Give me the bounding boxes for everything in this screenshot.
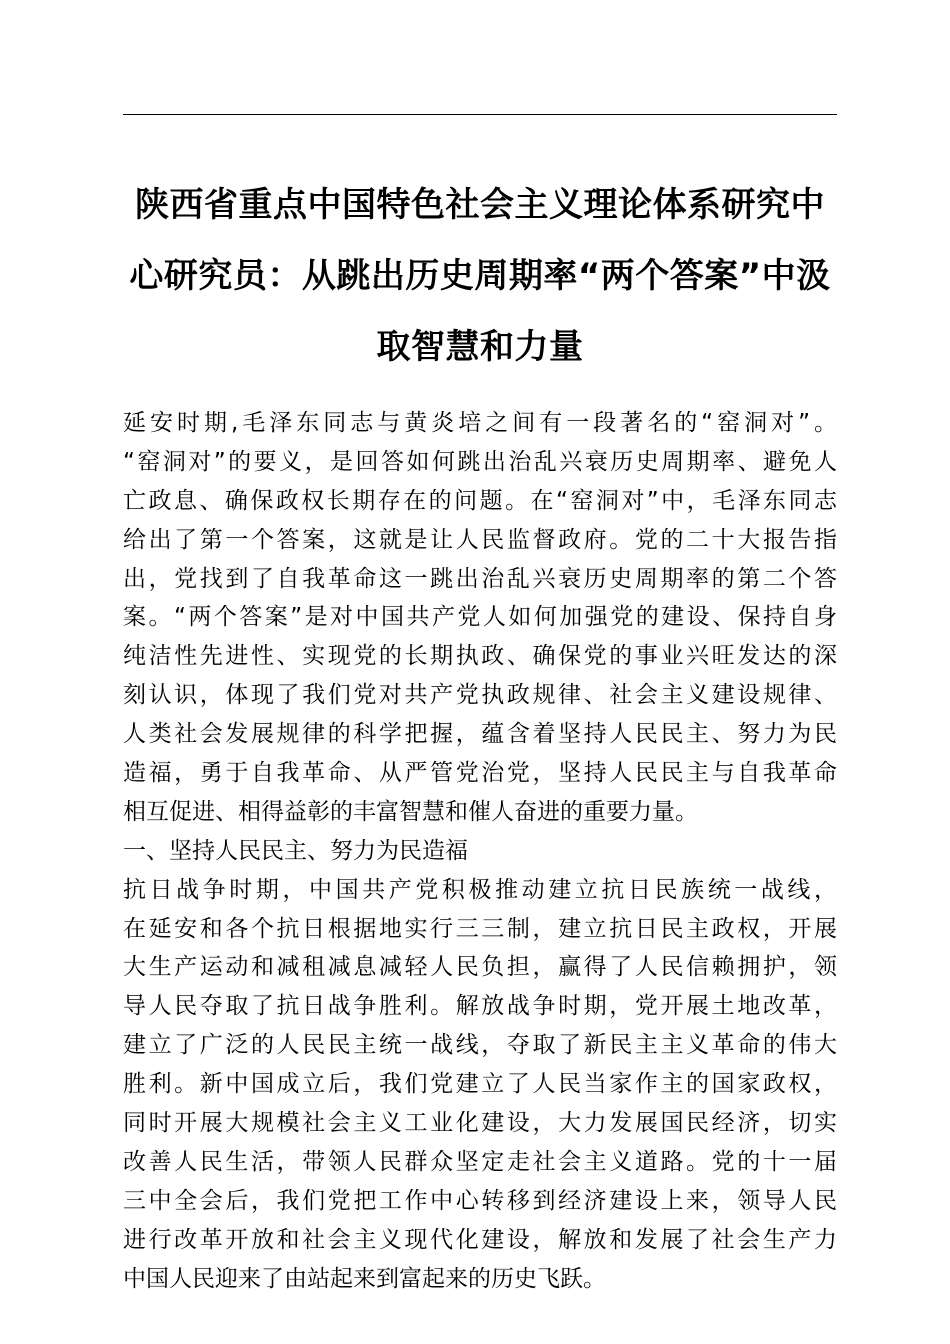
header-rule — [123, 114, 837, 115]
body-line: 胜利。新中国成立后，我们党建立了人民当家作主的国家政权， — [123, 1071, 837, 1098]
body-line: 三中全会后，我们党把工作中心转移到经济建设上来，领导人民 — [123, 1187, 837, 1214]
title-line: 陕西省重点中国特色社会主义理论体系研究中 — [135, 185, 825, 225]
body-line: 亡政息、确保政权长期存在的问题。在“窑洞对”中，毛泽东同志 — [123, 487, 837, 514]
body-line: 纯洁性先进性、实现党的长期执政、确保党的事业兴旺发达的深 — [123, 643, 837, 670]
body-line: 出，党找到了自我革命这一跳出治乱兴衰历史周期率的第二个答 — [123, 565, 837, 592]
document-body — [123, 404, 837, 1298]
body-line: 案。“两个答案”是对中国共产党人如何加强党的建设、保持自身 — [123, 604, 837, 631]
body-line: 导人民夺取了抗日战争胜利。解放战争时期，党开展土地改革， — [123, 993, 837, 1020]
body-line: 在延安和各个抗日根据地实行三三制，建立抗日民主政权，开展 — [123, 915, 837, 942]
body-line: 同时开展大规模社会主义工业化建设，大力发展国民经济，切实 — [123, 1110, 837, 1137]
body-line: 进行改革开放和社会主义现代化建设，解放和发展了社会生产力 — [123, 1226, 837, 1253]
title-line: 取智慧和力量 — [376, 327, 584, 367]
body-line: 造福，勇于自我革命、从严管党治党，坚持人民民主与自我革命 — [123, 760, 837, 787]
body-line: 建立了广泛的人民民主统一战线，夺取了新民主主义革命的伟大 — [123, 1032, 837, 1059]
document-title — [118, 170, 842, 383]
body-line: 大生产运动和减租减息减轻人民负担，赢得了人民信赖拥护，领 — [123, 954, 837, 981]
body-line: 改善人民生活，带领人民群众坚定走社会主义道路。党的十一届 — [123, 1148, 837, 1175]
body-line: 给出了第一个答案，这就是让人民监督政府。党的二十大报告指 — [123, 526, 837, 553]
title-line: 心研究员：从跳出历史周期率“两个答案”中汲 — [129, 256, 831, 296]
body-line: 相互促进、相得益彰的丰富智慧和催人奋进的重要力量。 — [123, 798, 698, 825]
body-line: 延安时期,毛泽东同志与黄炎培之间有一段著名的“窑洞对”。 — [123, 410, 837, 436]
body-line: “窑洞对”的要义，是回答如何跳出治乱兴衰历史周期率、避免人 — [123, 448, 837, 475]
body-line: 刻认识，体现了我们党对共产党执政规律、社会主义建设规律、 — [123, 682, 837, 709]
body-line: 中国人民迎来了由站起来到富起来的历史飞跃。 — [123, 1265, 606, 1292]
section-heading: 一、坚持人民民主、努力为民造福 — [123, 837, 468, 864]
body-line: 抗日战争时期，中国共产党积极推动建立抗日民族统一战线， — [123, 876, 837, 903]
body-line: 人类社会发展规律的科学把握，蕴含着坚持人民民主、努力为民 — [123, 721, 837, 748]
